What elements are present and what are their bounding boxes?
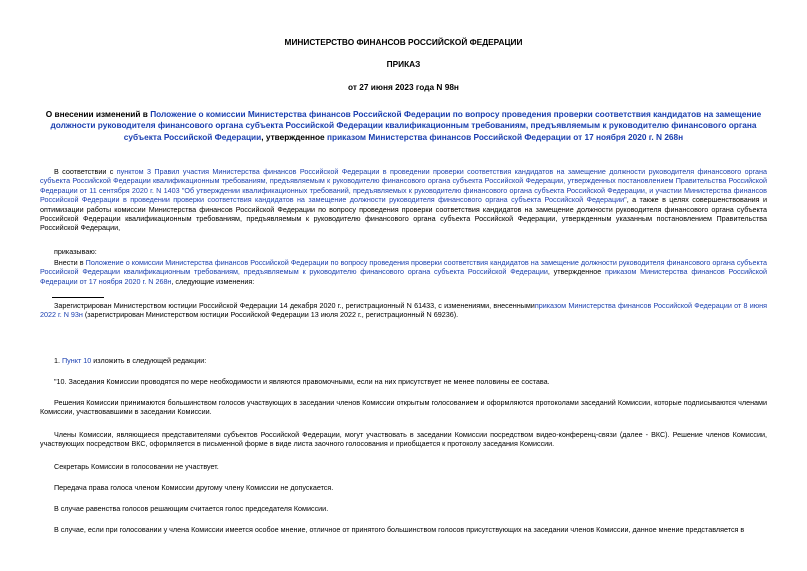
footnote-start: Зарегистрирован Министерством юстиции Российской Федерации 14 декабря 2020 г., регистрационный N 61433, с изменениями, внесенными [54, 301, 535, 310]
equal-votes-paragraph: В случае равенства голосов решающим считается голос председателя Комиссии. [54, 504, 329, 513]
instruction-start: Внести в [54, 258, 86, 267]
secretary-paragraph: Секретарь Комиссии в голосовании не участвует. [54, 462, 219, 471]
footnote-link-order[interactable]: приказом Министерства финансов Российской Федерации от 8 июня 2022 г. N 93н [40, 301, 767, 320]
order-date: от 27 июня 2023 года N 98н [348, 82, 459, 92]
instruction-end: , следующие изменения: [171, 276, 255, 286]
footnote [40, 301, 767, 320]
order-label: ПРИКАЗ [386, 59, 421, 69]
decisions-paragraph: Решения Комиссии принимаются большинством голосов участвующих в заседании членов Комиссии открытым голосованием и оформляются протоколами заседаний Комиссии, которые подписываются членами Комиссии, участвовавшими в заседании Комиссии. [40, 398, 767, 417]
instruction-middle: , утвержденное [547, 267, 606, 277]
item-1-number: 1. [54, 356, 62, 365]
item-1-link-clause[interactable]: Пункт 10 [62, 356, 92, 365]
title-link-order[interactable]: приказом Министерства финансов Российской Федерации от 17 ноября 2020 г. N 268н [326, 131, 684, 142]
vote-transfer-paragraph: Передача права голоса членом Комиссии другому члену Комиссии не допускается. [54, 483, 334, 492]
title-middle: , утвержденное [261, 131, 327, 142]
document-title [40, 109, 767, 143]
instruction-paragraph [40, 258, 767, 286]
footnote-end: (зарегистрирован Министерством юстиции Российской Федерации 13 июля 2022 г., регистрационный N 69236). [82, 310, 459, 320]
instruction-link-regulation[interactable]: Положение о комиссии Министерства финансов Российской Федерации по вопросу проведения проверки соответствия кандидатов на замещение должности руководителя финансового органа субъекта Российской Федерации квалификационным требованиям, предъявляемым к руководителю финансового органа субъекта Российской Федерации [40, 258, 767, 277]
item-1 [40, 356, 767, 365]
preamble-start: В соответствии с [54, 167, 117, 176]
footnote-divider [52, 297, 104, 298]
title-link-regulation[interactable]: Положение о комиссии Министерства финансов Российской Федерации по вопросу проведения проверки соответствия кандидатов на замещение должности руководителя финансового органа субъекта Российской Федерации квалификационным требованиям, предъявляемым к руководителю финансового органа субъекта Российской Федерации [50, 109, 762, 142]
preamble-end: , а также в целях совершенствования и оптимизации работы комиссии Министерства финансов Российской Федерации по вопросу проведения проверки соответствия кандидатов на замещение должности руководителя финансового органа субъекта Российской Федерации квалификационным требованиям, предъявляемым к руководителю финансового органа субъекта Российской Федерации, утвержденным указанным постановлением Правительства Российской Федерации, [40, 195, 767, 233]
order-word: приказываю: [54, 247, 97, 256]
item-1-text: изложить в следующей редакции: [91, 356, 207, 365]
ministry-heading: МИНИСТЕРСТВО ФИНАНСОВ РОССИЙСКОЙ ФЕДЕРАЦИИ [284, 37, 523, 47]
title-prefix: О внесении изменений в [45, 109, 151, 119]
instruction-link-order[interactable]: приказом Министерства финансов Российской Федерации от 17 ноября 2020 г. N 268н [40, 267, 767, 286]
preamble-paragraph [40, 167, 767, 233]
members-paragraph: Члены Комиссии, являющиеся представителями субъектов Российской Федерации, могут участвовать в заседании Комиссии посредством видео-конференц-связи (далее - ВКС). Решение членов Комиссии, участвующих посредством ВКС, оформляется в письменной форме в виде листа заочного голосования и приобщается к протоколу заседания Комиссии. [40, 430, 767, 449]
preamble-link-rules[interactable]: пунктом 3 Правил участия Министерства финансов Российской Федерации в проведении проверки соответствия кандидатов на замещение должности руководителя финансового органа субъекта Российской Федерации квалификационным требованиям, предъявляемым к руководителю финансового органа субъекта Российской Федерации, утвержденных постановлением Правительства Российской Федерации от 11 сентября 2020 г. N 1403 "Об утверждении квалификационных требований, предъявляемых к руководителю финансового органа субъекта Российской Федерации, и участии Министерства финансов Российской Федерации в проведении проверки соответствия кандидатов на замещение должности руководителя финансового органа субъекта Российской Федерации" [40, 167, 768, 205]
clause-10-text: "10. Заседания Комиссии проводятся по мере необходимости и являются правомочными, если на них присутствует не менее половины ее состава. [54, 377, 550, 386]
dissent-paragraph: В случае, если при голосовании у члена Комиссии имеется особое мнение, отличное от принятого большинством голосов присутствующих на заседании членов Комиссии, данное мнение представляется в [54, 525, 745, 534]
